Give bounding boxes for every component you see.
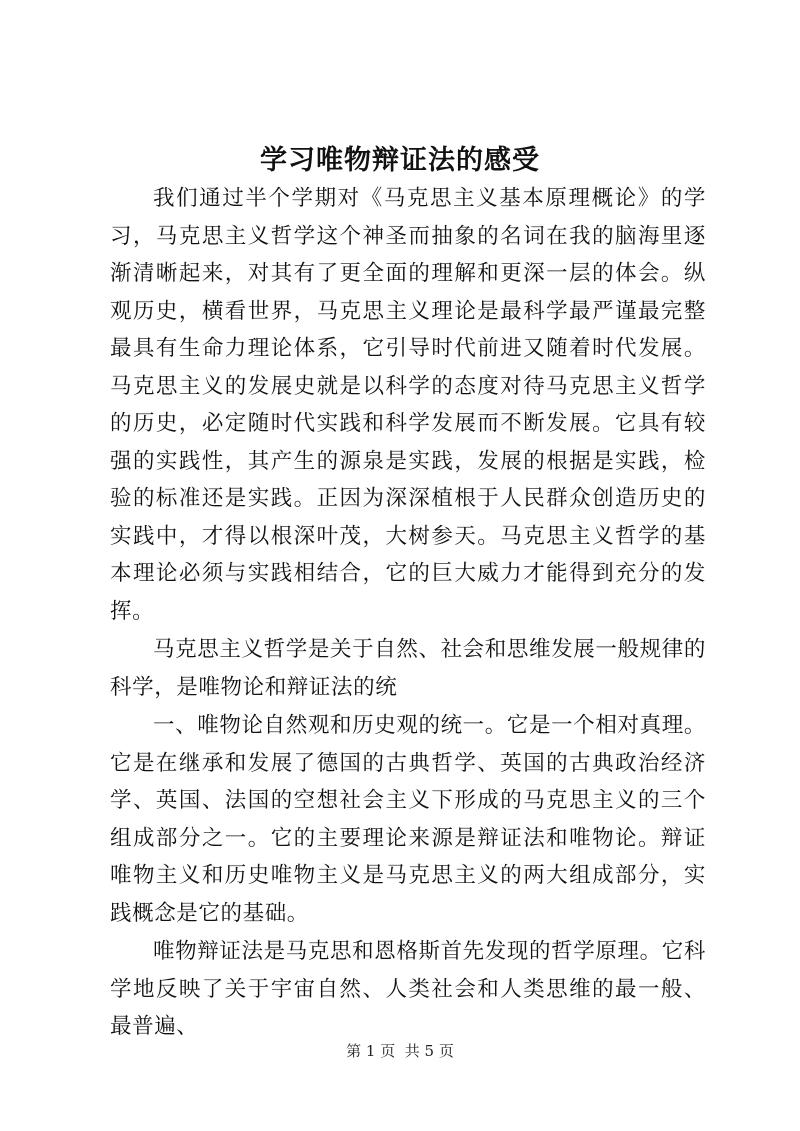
paragraph-3: 一、唯物论自然观和历史观的统一。它是一个相对真理。它是在继承和发展了德国的古典哲学、英国的古典政治经济学、英国、法国的空想社会主义下形成的马克思主义的三个组成部分之一。它的主要理论来源是辩证法和唯物论。辩证唯物主义和历史唯物主义是马克思主义的两大组成部分，实践概念是它的基础。	[110, 713, 706, 926]
document-title: 学习唯物辩证法的感受	[260, 145, 540, 176]
page-number: 第 1 页 共 5 页	[346, 1042, 454, 1060]
paragraph-4: 唯物辩证法是马克思和恩格斯首先发现的哲学原理。它科学地反映了关于宇宙自然、人类社会和人类思维的最一般、最普遍、	[110, 939, 706, 1039]
page-footer	[0, 1040, 800, 1061]
paragraph-2: 马克思主义哲学是关于自然、社会和思维发展一般规律的科学，是唯物论和辩证法的统	[110, 637, 706, 700]
document-body	[110, 180, 706, 1046]
paragraph-1: 我们通过半个学期对《马克思主义基本原理概论》的学习，马克思主义哲学这个神圣而抽象的名词在我的脑海里逐渐清晰起来，对其有了更全面的理解和更深一层的体会。纵观历史，横看世界，马克思主义理论是最科学最严谨最完整最具有生命力理论体系，它引导时代前进又随着时代发展。马克思主义的发展史就是以科学的态度对待马克思主义哲学的历史，必定随时代实践和科学发展而不断发展。它具有较强的实践性，其产生的源泉是实践，发展的根据是实践，检验的标准还是实践。正因为深深植根于人民群众创造历史的实践中，才得以根深叶茂，大树参天。马克思主义哲学的基本理论必须与实践相结合，它的巨大威力才能得到充分的发挥。	[110, 186, 706, 624]
